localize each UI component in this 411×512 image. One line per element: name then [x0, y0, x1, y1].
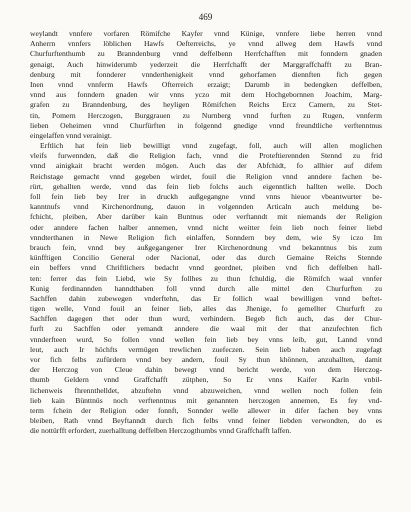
text-line: Churfurftenthumb zu Branndenburg vnnd deffelbenn Herrfchafften mit fonndern gnaden [30, 49, 382, 59]
text-line: vor fich felbs zufürdern vnnd bey andern, fouil Sy thun khönnen, anzuhallten, damit [30, 355, 382, 364]
text-line: der Herczog von Cleue dahin bewegt vnnd bericht werde, von dem Herczog- [30, 365, 382, 375]
text-line: künfftigen Concilio General oder Nacional, oder das durch Gemaine Reichs Stennde [30, 253, 382, 263]
text-line: term fchein der Religion oder fonnft, Sonnder welle allewег in difer fachen bey vnns [30, 405, 382, 415]
text-line: tigen welle, Vnnd fouil an feiner lieb, alles das Jhenige, fo gemellter Churfurft zu [30, 304, 382, 314]
text-line: genaigt, Auch hinwiderumb yederzeit die Herrfchafft der Marggraffchafft zu Bran- [30, 59, 382, 69]
text-line: tin, Pomern Herczogen, Burggrauen zu Nurnberg vnnd furften zu Rugen, vnnferm [30, 110, 382, 120]
text-line: grafen zu Branndenburg, des heyligen Römifchen Reichs Ercz Camern, zu Stet- [30, 100, 382, 110]
text-line: kanntnufs vnnd Kirchenordnung, dauon in volgennden Articaln auch meldung be- [30, 202, 382, 212]
text-line: fchicht, pleiben, Aber darüber kain Buntnus oder verftanndt mit niemands der Religion [30, 212, 382, 222]
text-line: leut, auch Ir höchfts vermügen trewlichen zuefeczen. Sein lieb haben auch zugefagt [30, 344, 382, 354]
text-line: vnnd aus fonndern gnaden wir vnns yczo mit dem Hochgebornnen Joachim, Marg- [30, 90, 382, 100]
text-line: eingelaffen vnnd veraínigt. [30, 130, 112, 140]
text-line: bleiben, Rath vnnd Beyftanndt durch fich felbs vnnd feiner liebden verwondten, do es [30, 416, 382, 426]
text-line: foll fein lieb bey Irer in druckh außgegangne vnnd vnns hieuor vbeantwurter be- [30, 192, 382, 201]
text-line: thumb Geldern vnnd Graffchafft zütphen, So Er vnns Kaifer Karln vnbil- [30, 375, 382, 385]
text-line: lieb kain Bünttnüs noch verftenntnus mit genannten herczogen annemen, Es fey vnd- [30, 395, 382, 405]
text-line: vnnderfteen wurd, So follen vnnd wellen fein lieb bey vnns leib, gut, Lannd vnnd [30, 334, 382, 344]
text-line: ten: ferrer das fein Liebd, wie Sy follhes zu thun fchuldig, die Römifch waal vnnfer [30, 273, 382, 283]
body-text [30, 29, 382, 437]
text-line: die nottürfft erfordert, zuerhalltung deffelben Herczogthumbs vnnd Graffchafft laffen. [30, 426, 292, 436]
text-line: Inen vnnd vnnferm Hawfs Ofterreich erzaigt; Darumb in bedengken deffelben, [30, 79, 382, 89]
text-line: ein beffers vnnd Chriftlichers bedacht vnnd geordnet, pleiben vnd fich deffelben hall- [30, 263, 382, 273]
text-line: lieben Oeheimen vnnd Churfürften in folgennd gnedige vnnd freundtliche verftenntnus [30, 120, 382, 130]
text-line: oder anndere fachen halber annemen, vnnd nicht weitter fein lieb noch feiner liebd [30, 222, 382, 232]
text-line: furft zu Sachffen oder yemandt anndere die waal mit der that anzufechten fich [30, 324, 382, 334]
page-number: 469 [198, 12, 213, 22]
text-line: Erftlich hat fein lieb bewilligt vnnd zugefagt, foll, auch will allen moglichen [40, 141, 382, 151]
text-line: Kunig ferdinannden hanndthaben foll vnnd durch alle mittel den Churfurften zu [30, 283, 382, 293]
text-line: Reichstage gemacht vnnd gegeben wirdet, fouil die Religion vnnd anndere fachen be- [30, 171, 382, 181]
text-line: vnnd ainigkait bracht werden mögen. Auch das der Abfchidt, fo allhier auf difem [30, 161, 382, 171]
text-line: vleifs furwennden, daß die Religion fach, vnnd die Proteftierennden Stennd zu frid [30, 151, 382, 161]
text-line: rürt, gehallten werde, vnnd das fein lieb folchs auch eigenntlich hallten welle. Doch [30, 181, 382, 191]
text-line: vnndterthanen in Newe Religion fich einlaffen, Sonndern bey dem, wie Sy iczo Im [30, 232, 382, 242]
text-line: brauch fein, vnnd bey außgegangener Irer Kirchenordnung vnd bekanntnus bis zum [30, 242, 382, 252]
text-line: Sachffen dagegen thet oder thun wurd, verhindern. Begeb fich auch, das der Chur- [30, 314, 382, 324]
text-line: Anherrn vnnfers löblichen Hawfs Oefterreichs, ye vnnd allweg dem Hawfs vnnd [30, 39, 382, 49]
text-line: Sachffen dahin zubewegen vnderftehn, das Er follich waal bewilligen vnnd beftet- [30, 293, 382, 303]
text-line: lichenweis fhrennthelldet, abzuftehn vnnd abzuweichen, vnnd wellen noch follen fein [30, 385, 382, 395]
text-line: denburg mit fonnderer vnnderthenigkeit vnnd gehorfamen diennften fich gegen [30, 69, 382, 79]
text-line: weylandt vnnfere vorfaren Römifche Kayfer vnnd Künige, vnnfere liebe herren vnnd [30, 29, 382, 38]
